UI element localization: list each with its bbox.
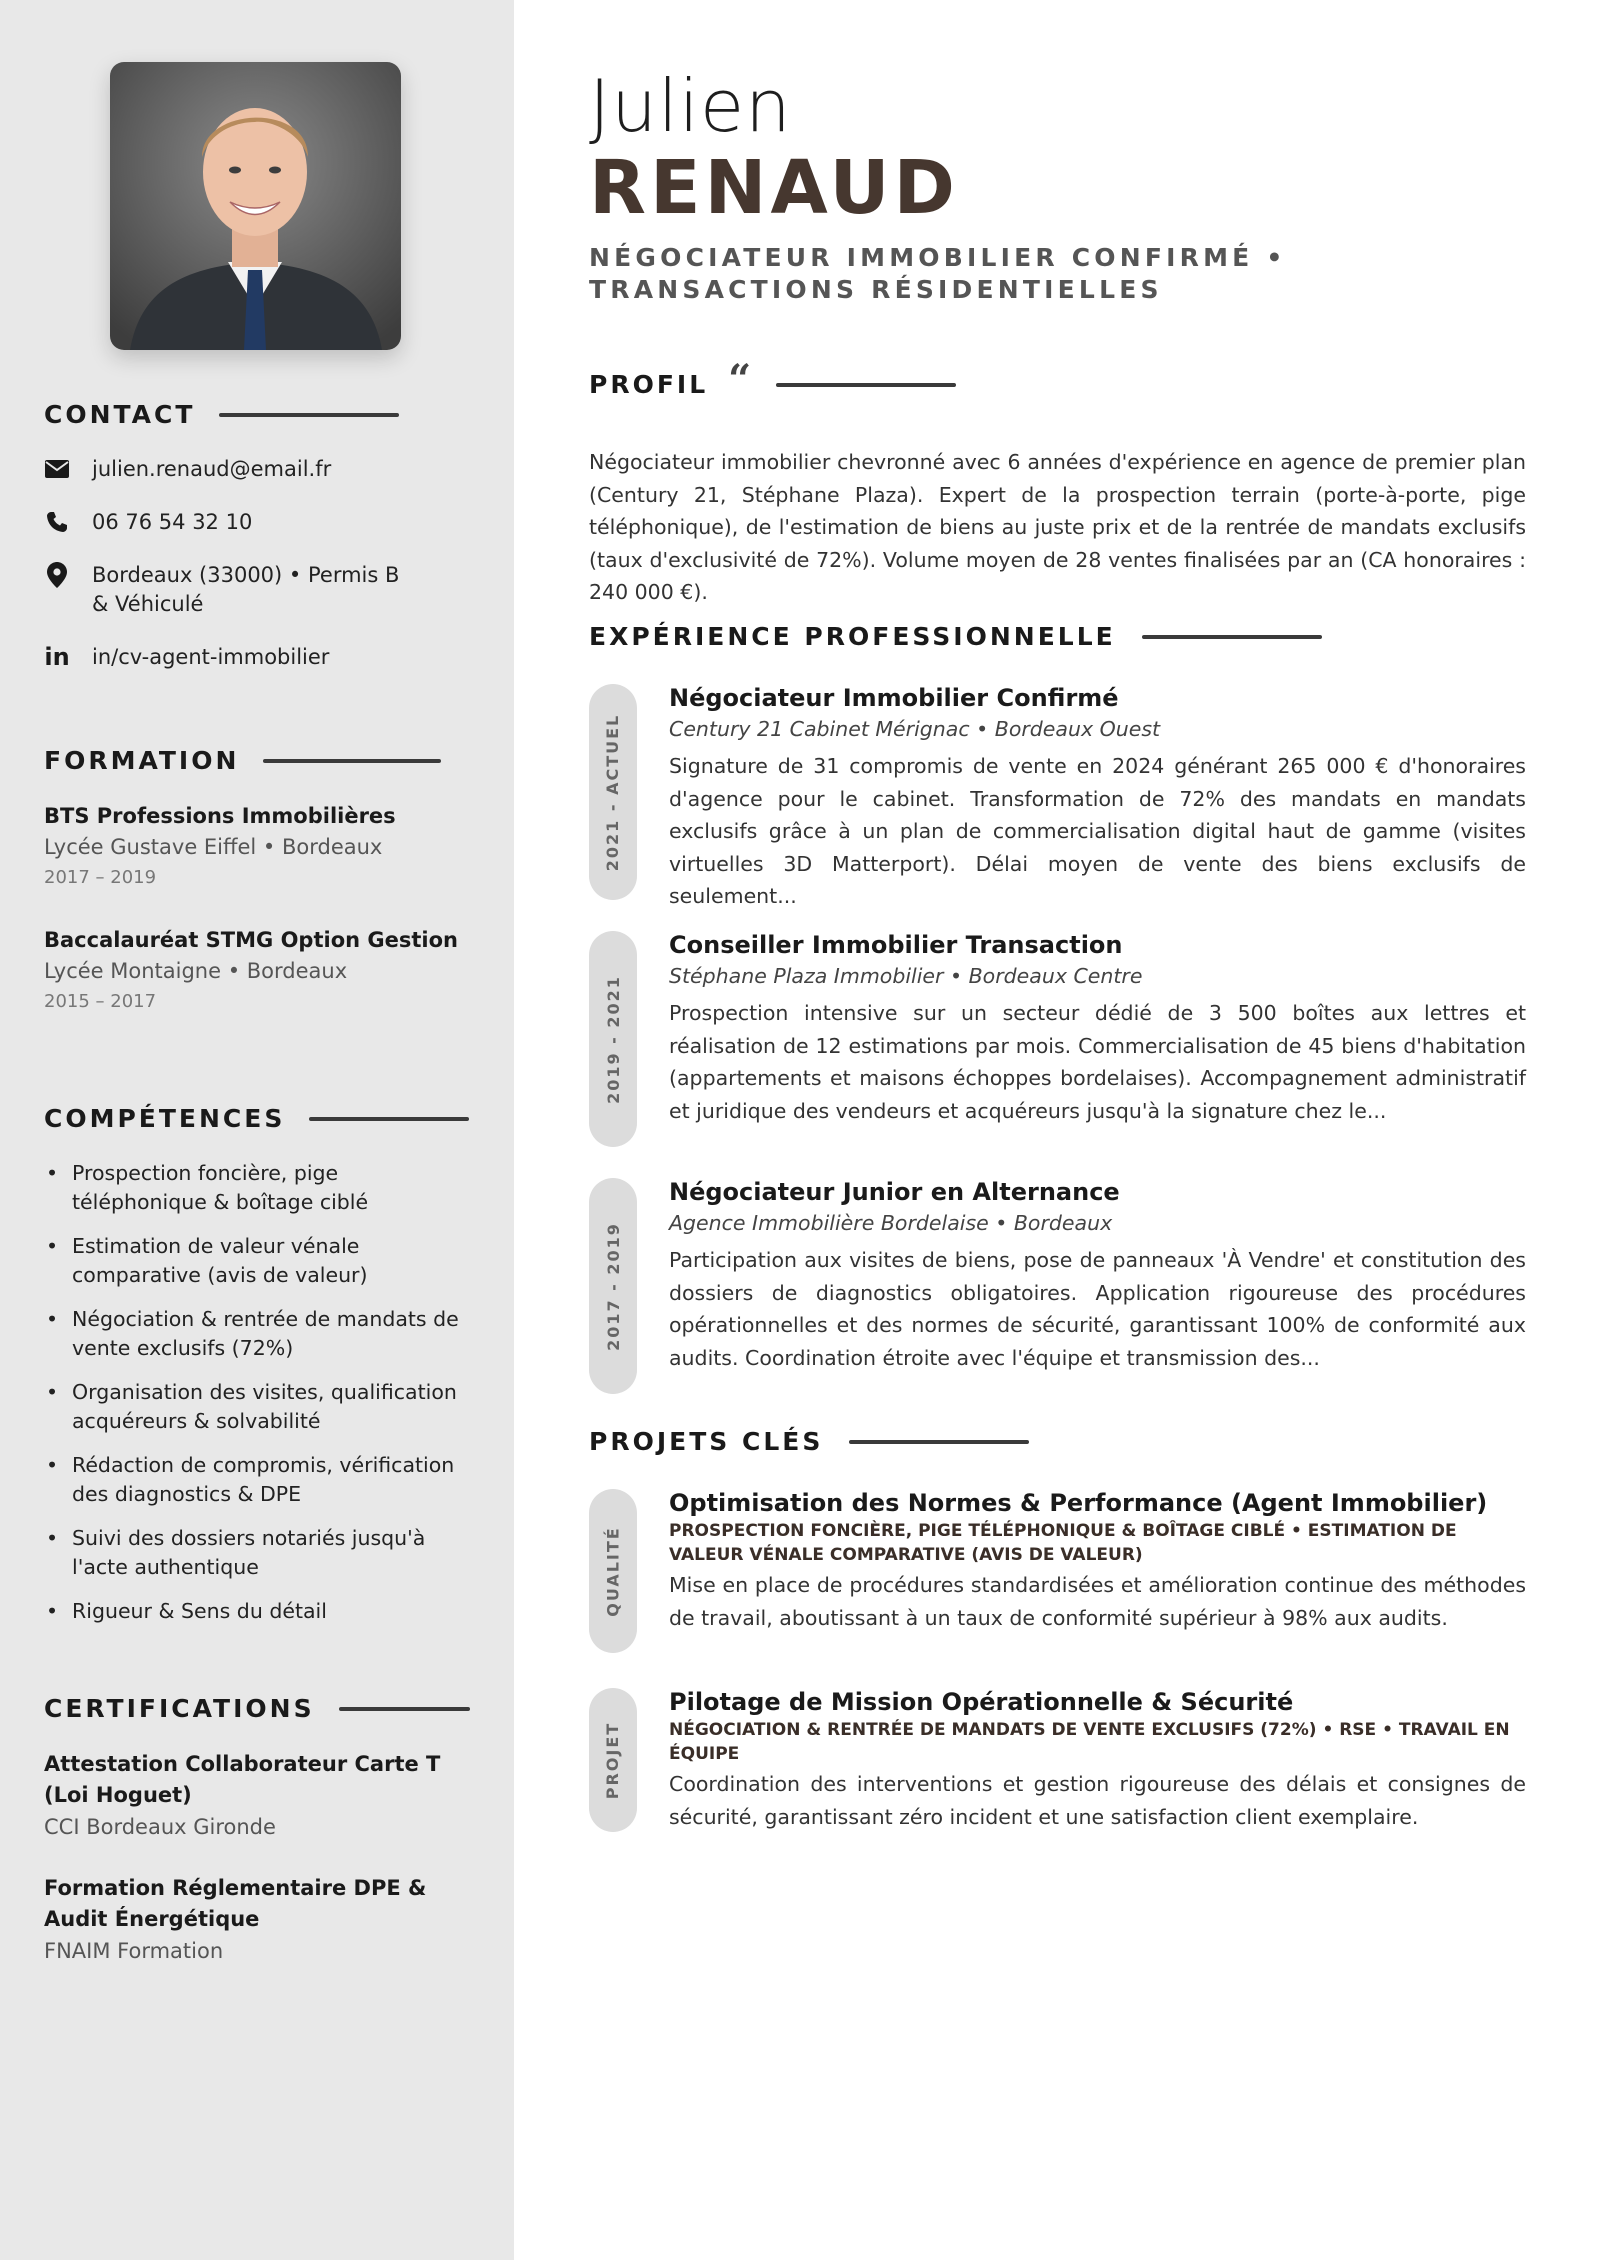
email-text[interactable]: julien.renaud@email.fr [92, 457, 332, 481]
period-pill: 2017 - 2019 [589, 1178, 637, 1394]
phone-icon [44, 508, 70, 536]
skill-item: • Négociation & rentrée de mandats de vente exclusifs (72%) [44, 1305, 464, 1363]
projects-heading: PROJETS CLÉS [589, 1427, 1029, 1456]
contact-section [44, 400, 470, 672]
phone-row[interactable] [44, 508, 470, 537]
job-company: Agence Immobilière Bordelaise • Bordeaux [669, 1211, 1113, 1235]
competences-heading: COMPÉTENCES [44, 1104, 470, 1133]
competences-section [44, 1104, 470, 1641]
sidebar [0, 0, 514, 2260]
certification-org: FNAIM Formation [44, 1939, 224, 1963]
last-name: RENAUD [589, 145, 959, 231]
linkedin-icon: in [44, 642, 70, 671]
linkedin-row[interactable] [44, 643, 470, 672]
job-title-line: NÉGOCIATEUR IMMOBILIER CONFIRMÉ • [589, 243, 1287, 272]
formation-degree: Baccalauréat STMG Option Gestion [44, 928, 458, 952]
contact-heading: CONTACT [44, 400, 470, 429]
project-keywords: PROSPECTION FONCIÈRE, PIGE TÉLÉPHONIQUE & BOÎTAGE CIBLÉ • ESTIMATION DE VALEUR VÉNALE COMPARATIVE (AVIS DE VALEUR) [669, 1521, 1457, 1565]
formation-heading: FORMATION [44, 746, 470, 775]
profile-section [589, 356, 956, 403]
project-description: Mise en place de procédures standardisées et amélioration continue des méthodes de travail, aboutissant à un taux de conformité supérieur à 98% aux audits. [669, 1573, 1526, 1630]
project-name: Pilotage de Mission Opérationnelle & Sécurité [669, 1688, 1294, 1716]
formation-years: 2015 – 2017 [44, 991, 157, 1012]
email-row[interactable] [44, 455, 470, 484]
certification-name: Attestation Collaborateur Carte T (Loi Hoguet) [44, 1752, 441, 1807]
job-role: Négociateur Immobilier Confirmé [669, 684, 1119, 712]
skill-item: • Prospection foncière, pige téléphonique & boîtage ciblé [44, 1159, 464, 1217]
certification-item [44, 1749, 474, 1843]
location-row [44, 561, 470, 619]
job-role: Conseiller Immobilier Transaction [669, 931, 1123, 959]
formation-school: Lycée Gustave Eiffel • Bordeaux [44, 835, 383, 859]
job-description: Prospection intensive sur un secteur dédié de 3 500 boîtes aux lettres et réalisation de 12 estimations par mois. Commercialisation de 45 biens d'habitation (appartements et maisons échoppes bordelaises). Accompagnement administratif et juridique des vendeurs et acquéreurs jusqu'à la signature chez le... [669, 1001, 1526, 1123]
certifications-section [44, 1694, 470, 1967]
job-role: Négociateur Junior en Alternance [669, 1178, 1120, 1206]
formation-degree: BTS Professions Immobilières [44, 804, 396, 828]
envelope-icon [44, 455, 70, 483]
project-name: Optimisation des Normes & Performance (Agent Immobilier) [669, 1489, 1488, 1517]
job-company: Stéphane Plaza Immobilier • Bordeaux Centre [669, 964, 1143, 988]
project-keywords: NÉGOCIATION & RENTRÉE DE MANDATS DE VENTE EXCLUSIFS (72%) • RSE • TRAVAIL EN ÉQUIPE [669, 1720, 1510, 1764]
first-name: Julien [589, 64, 792, 148]
skills-list [44, 1159, 464, 1626]
job-company: Century 21 Cabinet Mérignac • Bordeaux Ouest [669, 717, 1161, 741]
job-title-line: TRANSACTIONS RÉSIDENTIELLES [589, 275, 1163, 304]
linkedin-text[interactable]: in/cv-agent-immobilier [92, 645, 330, 669]
formation-years: 2017 – 2019 [44, 867, 157, 888]
certification-org: CCI Bordeaux Gironde [44, 1815, 276, 1839]
profile-heading: PROFIL “ [589, 366, 956, 403]
profile-photo [110, 62, 401, 350]
phone-text[interactable]: 06 76 54 32 10 [92, 510, 253, 534]
job-description: Participation aux visites de biens, pose de panneaux 'À Vendre' et constitution des dossiers de diagnostics obligatoires. Application rigoureuse des procédures opérationnelles et des normes de sécurité, garantissant 100% de conformité aux audits. Coordination étroite avec l'équipe et transmission des... [669, 1248, 1526, 1370]
project-tag-pill: PROJET [589, 1688, 637, 1832]
quote-icon: “ [728, 356, 755, 403]
job-title [589, 242, 1287, 306]
certifications-heading: CERTIFICATIONS [44, 1694, 470, 1723]
formation-item [44, 925, 470, 1017]
formation-item [44, 801, 470, 893]
skill-item: • Rigueur & Sens du détail [44, 1597, 464, 1626]
skill-item: • Suivi des dossiers notariés jusqu'à l'acte authentique [44, 1524, 464, 1582]
project-description: Coordination des interventions et gestion rigoureuse des délais et consignes de sécurité, garantissant zéro incident et une satisfaction client exemplaire. [669, 1772, 1526, 1829]
experience-section [589, 622, 1322, 651]
profile-text: Négociateur immobilier chevronné avec 6 années d'expérience en agence de premier plan (Century 21, Stéphane Plaza). Expert de la prospection terrain (porte-à-porte, pige téléphonique), de l'estimation de biens au juste prix et de la rentrée de mandats exclusifs (taux d'exclusivité de 72%). Volume moyen de 28 ventes finalisées par an (CA honoraires : 240 000 €). [589, 450, 1526, 604]
job-description: Signature de 31 compromis de vente en 2024 générant 265 000 € d'honoraires d'agence pour le cabinet. Transformation de 72% des mandats en mandats exclusifs grâce à un plan de commercialisation digital haut de gamme (visites virtuelles 3D Matterport). Délai moyen de vente des biens exclusifs de seulement... [669, 754, 1526, 908]
period-pill: 2021 - ACTUEL [589, 684, 637, 900]
skill-item: • Estimation de valeur vénale comparative (avis de valeur) [44, 1232, 464, 1290]
formation-school: Lycée Montaigne • Bordeaux [44, 959, 348, 983]
certification-name: Formation Réglementaire DPE & Audit Énergétique [44, 1876, 427, 1931]
projects-section [589, 1427, 1029, 1456]
experience-heading: EXPÉRIENCE PROFESSIONNELLE [589, 622, 1322, 651]
skill-item: • Rédaction de compromis, vérification des diagnostics & DPE [44, 1451, 464, 1509]
skill-item: • Organisation des visites, qualification acquéreurs & solvabilité [44, 1378, 464, 1436]
project-tag-pill: QUALITÉ [589, 1489, 637, 1653]
formation-section [44, 746, 470, 1017]
map-pin-icon [44, 561, 70, 589]
period-pill: 2019 - 2021 [589, 931, 637, 1147]
location-text: Bordeaux (33000) • Permis B & Véhiculé [92, 563, 400, 616]
certification-item [44, 1873, 474, 1967]
